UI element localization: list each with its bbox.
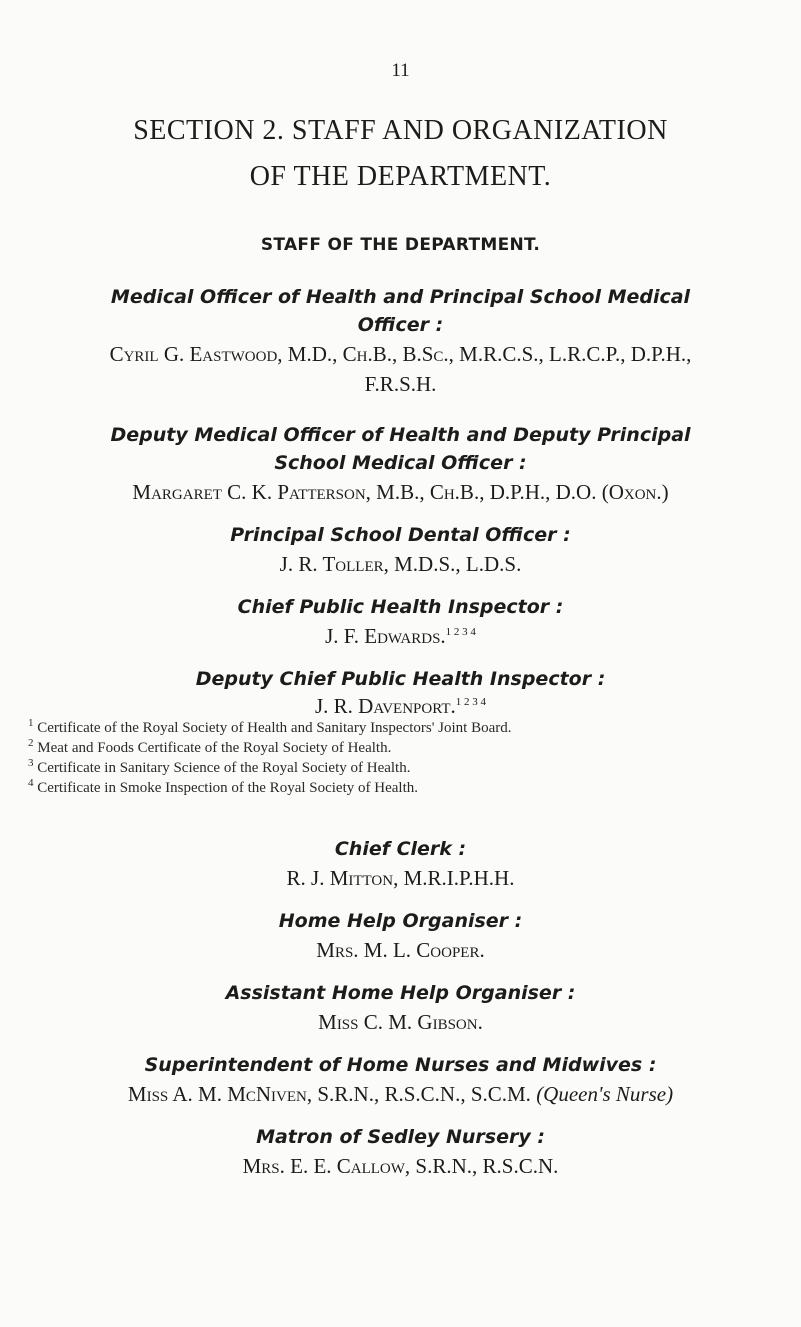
name-deputy-moh: Margaret C. K. Patterson, M.B., Ch.B., D.P.H., D.O. (Oxon.) [132, 480, 669, 504]
role-moh-line-1: Medical Officer of Health and Principal School Medical [110, 286, 691, 308]
section-title-line-1: SECTION 2. STAFF AND ORGANIZATION [133, 115, 668, 146]
role-chief-clerk: Chief Clerk : [334, 838, 467, 860]
role-dental-officer: Principal School Dental Officer : [230, 524, 571, 546]
staff-heading: STAFF OF THE DEPARTMENT. [260, 235, 541, 255]
footnote-text: Meat and Foods Certificate of the Royal Society of Health. [37, 740, 392, 756]
footnote-mark: 1 [28, 717, 34, 729]
footnote-text: Certificate in Smoke Inspection of the Royal Society of Health. [37, 780, 418, 796]
name-moh-line-1: Cyril G. Eastwood, M.D., Ch.B., B.Sc., M.R.C.S., L.R.C.P., D.P.H., [109, 342, 692, 366]
name-moh [0, 339, 801, 399]
role-matron: Matron of Sedley Nursery : [256, 1126, 545, 1148]
footnote-3 [28, 758, 788, 778]
page-number: 11 [391, 60, 410, 81]
footnote-refs: 1 2 3 4 [455, 696, 486, 708]
name-superintendent-nurses-text: Miss A. M. McNiven, S.R.N., R.S.C.N., S.C.M. [127, 1082, 531, 1106]
footnote-text: Certificate in Sanitary Science of the Royal Society of Health. [37, 760, 411, 776]
footnotes [28, 718, 788, 798]
name-chief-clerk: R. J. Mitton, M.R.I.P.H.H. [286, 866, 515, 890]
footnote-4 [28, 778, 788, 798]
name-assistant-home-help-organiser: Miss C. M. Gibson. [318, 1010, 483, 1034]
footnote-mark: 4 [28, 777, 34, 789]
name-deputy-chief-phi [0, 691, 801, 721]
name-deputy-chief-phi-text: J. R. Davenport. [314, 694, 456, 718]
name-chief-phi-text: J. F. Edwards. [325, 624, 446, 648]
role-deputy-moh-line-2: School Medical Officer : [274, 452, 527, 474]
role-superintendent-nurses: Superintendent of Home Nurses and Midwives : [144, 1054, 657, 1076]
name-moh-line-2: F.R.S.H. [364, 372, 437, 396]
footnote-2 [28, 738, 788, 758]
section-title-line-2: OF THE DEPARTMENT. [249, 161, 552, 192]
footnote-text: Certificate of the Royal Society of Health and Sanitary Inspectors' Joint Board. [37, 720, 512, 736]
role-deputy-moh [0, 421, 801, 477]
role-moh [0, 283, 801, 339]
role-home-help-organiser: Home Help Organiser : [278, 910, 523, 932]
name-superintendent-nurses [0, 1079, 801, 1109]
role-deputy-moh-line-1: Deputy Medical Officer of Health and Deputy Principal [110, 424, 691, 446]
role-assistant-home-help-organiser: Assistant Home Help Organiser : [225, 982, 576, 1004]
queens-nurse-note: (Queen's Nurse) [536, 1082, 674, 1106]
name-home-help-organiser: Mrs. M. L. Cooper. [316, 938, 485, 962]
footnote-mark: 2 [28, 737, 34, 749]
section-title [0, 108, 801, 200]
name-matron: Mrs. E. E. Callow, S.R.N., R.S.C.N. [242, 1154, 559, 1178]
role-chief-phi: Chief Public Health Inspector : [237, 596, 564, 618]
role-deputy-chief-phi: Deputy Chief Public Health Inspector : [195, 668, 606, 690]
footnote-refs: 1 2 3 4 [445, 626, 476, 638]
footnote-mark: 3 [28, 757, 34, 769]
name-dental-officer: J. R. Toller, M.D.S., L.D.S. [279, 552, 522, 576]
name-chief-phi [0, 621, 801, 651]
footnote-1 [28, 718, 788, 738]
role-moh-line-2: Officer : [357, 314, 444, 336]
